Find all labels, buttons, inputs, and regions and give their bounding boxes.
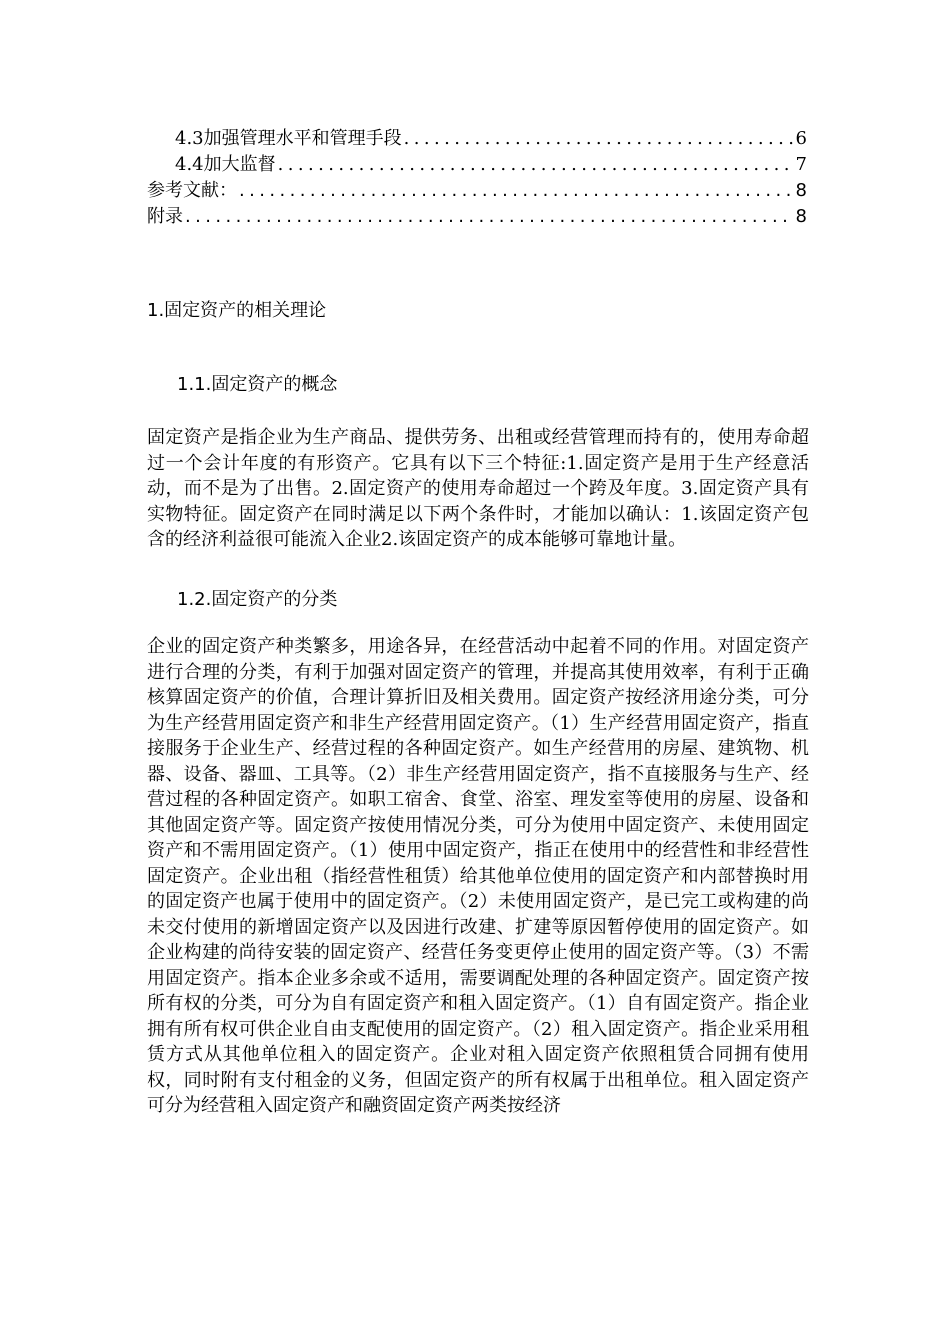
subsection-heading-classification: 1.2.固定资产的分类: [177, 589, 338, 610]
toc-entry-page: 7: [795, 154, 807, 175]
subsection-heading-concept: 1.1.固定资产的概念: [177, 374, 338, 395]
toc-entry-title: 4.4加大监督: [175, 154, 276, 175]
toc-entry[interactable]: [147, 152, 807, 178]
toc-entry-page: 8: [795, 180, 807, 201]
toc-entry-title: 附录: [147, 206, 183, 227]
toc-entry-title: 参考文献：: [147, 180, 237, 201]
paragraph-concept: 固定资产是指企业为生产商品、提供劳务、出租或经营管理而持有的，使用寿命超过一个会计年度的有形资产。它具有以下三个特征:1.固定资产是用于生产经意活动，而不是为了出售。2.固定资产的使用寿命超过一个跨及年度。3.固定资产具有实物特征。固定资产在同时满足以下两个条件时，才能加以确认：1.该固定资产包含的经济利益很可能流入企业2.该固定资产的成本能够可靠地计量。: [147, 427, 809, 550]
paragraph-classification: 企业的固定资产种类繁多，用途各异，在经营活动中起着不同的作用。对固定资产进行合理的分类，有利于加强对固定资产的管理，并提高其使用效率，有利于正确核算固定资产的价值，合理计算折旧及相关费用。固定资产按经济用途分类，可分为生产经营用固定资产和非生产经营用固定资产。（1）生产经营用固定资产，指直接服务于企业生产、经营过程的各种固定资产。如生产经营用的房屋、建筑物、机器、设备、器皿、工具等。（2）非生产经营用固定资产，指不直接服务与生产、经营过程的各种固定资产。如职工宿舍、食堂、浴室、理发室等使用的房屋、设备和其他固定资产等。固定资产按使用情况分类，可分为使用中固定资产、未使用固定资产和不需用固定资产。（1）使用中固定资产，指正在使用中的经营性和非经营性固定资产。企业出租（指经营性租赁）给其他单位使用的固定资产和内部替换时用的固定资产也属于使用中的固定资产。（2）未使用固定资产，是已完工或构建的尚未交付使用的新增固定资产以及因进行改建、扩建等原因暂停使用的固定资产。如企业构建的尚待安装的固定资产、经营任务变更停止使用的固定资产等。（3）不需用固定资产。指本企业多余或不适用，需要调配处理的各种固定资产。固定资产按所有权的分类，可分为自有固定资产和租入固定资产。（1）自有固定资产。指企业拥有所有权可供企业自由支配使用的固定资产。（2）租入固定资产。指企业采用租赁方式从其他单位租入的固定资产。企业对租入固定资产依照租赁合同拥有使用权，同时附有支付租金的义务，但固定资产的所有权属于出租单位。租入固定资产可分为经营租入固定资产和融资固定资产两类按经济: [147, 636, 809, 1116]
toc-entry[interactable]: [147, 178, 807, 204]
toc-entry-page: 8: [795, 206, 807, 227]
toc-leader-dots: [185, 204, 794, 230]
toc-entry-page: 6: [795, 128, 807, 149]
table-of-contents: [147, 126, 807, 230]
toc-entry[interactable]: [147, 126, 807, 152]
toc-entry-title: 4.3加强管理水平和管理手段: [175, 128, 402, 149]
section-heading: 1.固定资产的相关理论: [147, 300, 327, 321]
toc-leader-dots: [404, 126, 794, 152]
toc-leader-dots: [278, 152, 794, 178]
toc-leader-dots: [239, 178, 794, 204]
toc-entry[interactable]: [147, 204, 807, 230]
